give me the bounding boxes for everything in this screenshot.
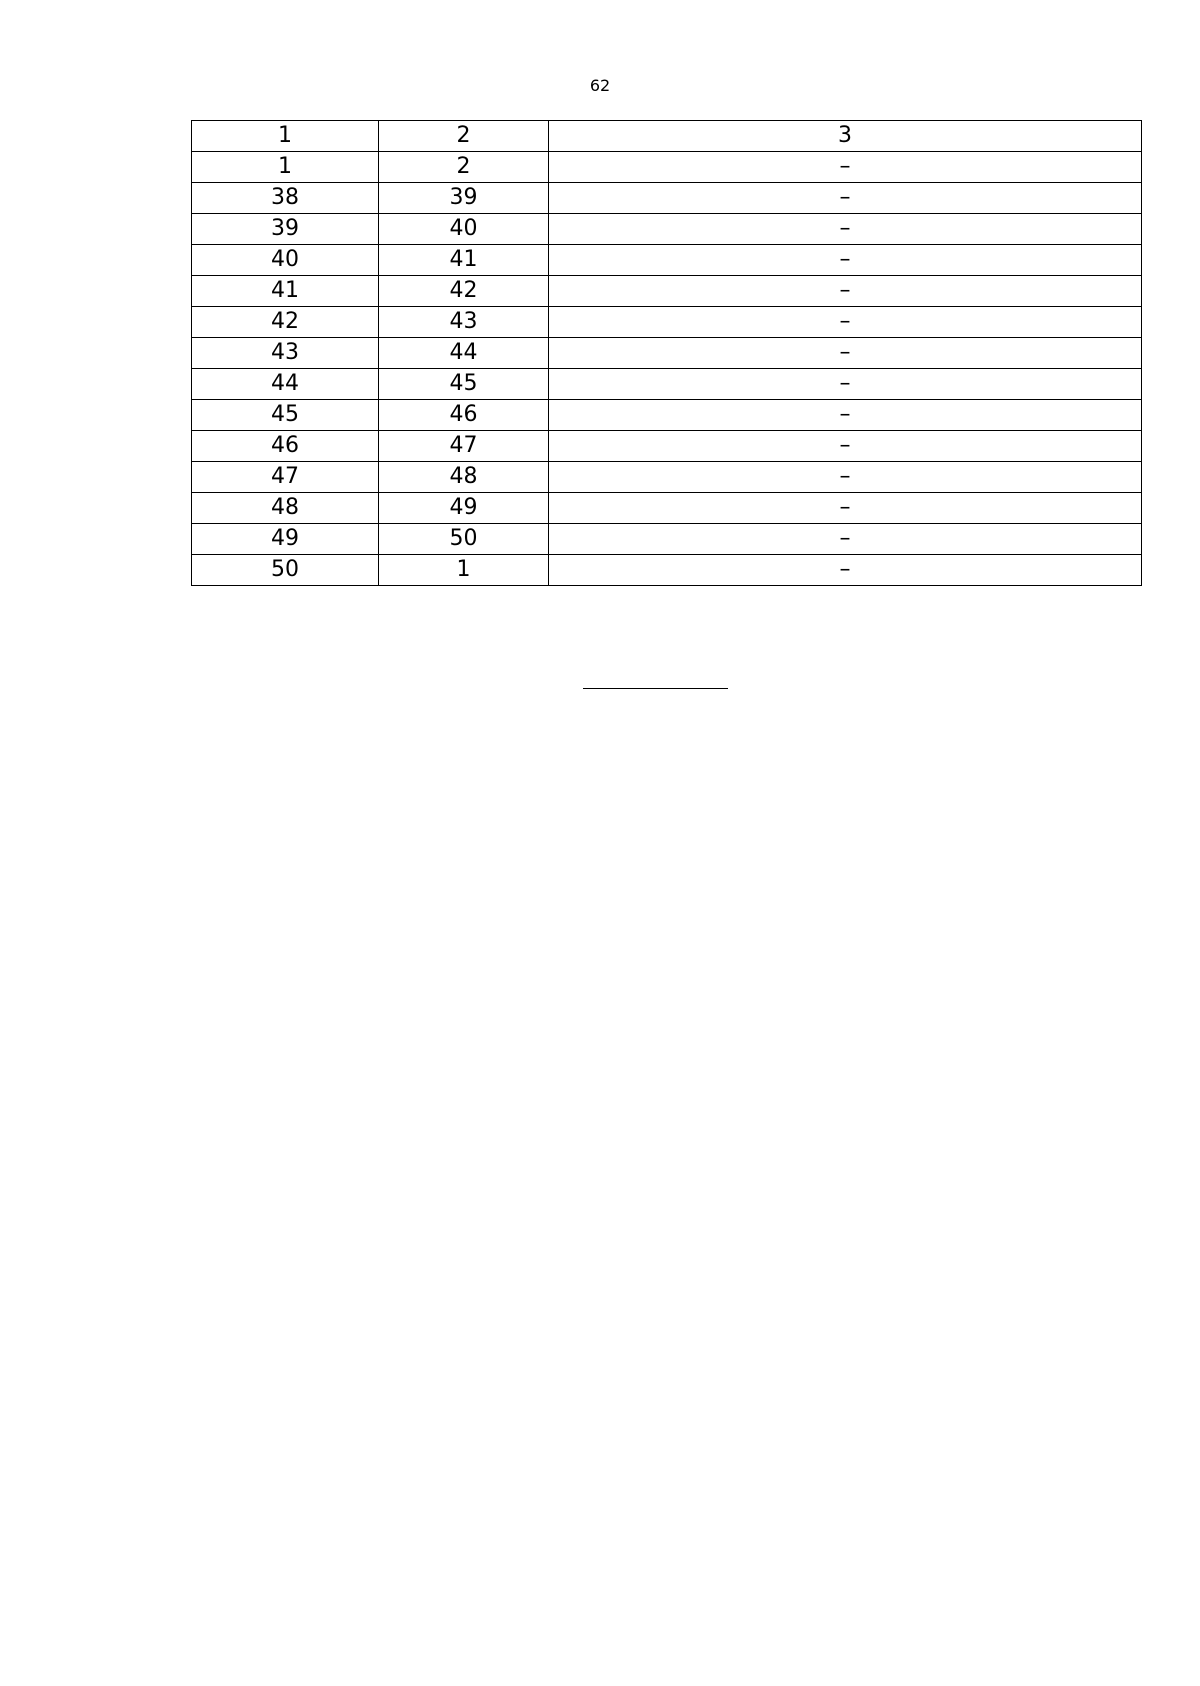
table-row	[192, 493, 1142, 524]
table-cell: 41	[379, 245, 549, 276]
table-cell: 41	[192, 276, 379, 307]
table-cell: 40	[192, 245, 379, 276]
table-cell: –	[549, 214, 1142, 245]
table-cell: 42	[192, 307, 379, 338]
table-cell: 39	[379, 183, 549, 214]
table-cell: –	[549, 431, 1142, 462]
table-row	[192, 276, 1142, 307]
table-cell: –	[549, 524, 1142, 555]
table-row	[192, 400, 1142, 431]
table-cell: 49	[379, 493, 549, 524]
table-cell: –	[549, 307, 1142, 338]
table-row	[192, 152, 1142, 183]
table-cell: 48	[192, 493, 379, 524]
table-cell: –	[549, 276, 1142, 307]
table-row	[192, 307, 1142, 338]
table-cell: –	[549, 369, 1142, 400]
table-cell: –	[549, 245, 1142, 276]
table-cell: 45	[192, 400, 379, 431]
table-header-row	[192, 121, 1142, 152]
table-cell: 44	[192, 369, 379, 400]
table-cell: –	[549, 493, 1142, 524]
table-cell: –	[549, 555, 1142, 586]
table-cell: –	[549, 400, 1142, 431]
end-of-document-rule	[583, 688, 728, 689]
table-row	[192, 524, 1142, 555]
table-cell: 47	[192, 462, 379, 493]
column-header-3: 3	[549, 121, 1142, 152]
table-cell: 46	[379, 400, 549, 431]
data-table	[191, 120, 1142, 586]
table-cell: –	[549, 152, 1142, 183]
table-cell: –	[549, 183, 1142, 214]
page-number: 62	[589, 76, 611, 95]
table-cell: 49	[192, 524, 379, 555]
table-row	[192, 555, 1142, 586]
column-header-2: 2	[379, 121, 549, 152]
table-cell: –	[549, 462, 1142, 493]
table-cell: 46	[192, 431, 379, 462]
table-cell: 50	[192, 555, 379, 586]
table-row	[192, 183, 1142, 214]
table-cell: 43	[192, 338, 379, 369]
table-cell: 44	[379, 338, 549, 369]
table-cell: 39	[192, 214, 379, 245]
table-cell: 47	[379, 431, 549, 462]
table-cell: 38	[192, 183, 379, 214]
table-row	[192, 214, 1142, 245]
table-row	[192, 369, 1142, 400]
table-cell: 40	[379, 214, 549, 245]
table-row	[192, 245, 1142, 276]
table-row	[192, 462, 1142, 493]
table-row	[192, 338, 1142, 369]
table-cell: 50	[379, 524, 549, 555]
column-header-1: 1	[192, 121, 379, 152]
table-cell: 45	[379, 369, 549, 400]
table-cell: 1	[379, 555, 549, 586]
table-row	[192, 431, 1142, 462]
table-body	[192, 121, 1142, 586]
table-cell: 2	[379, 152, 549, 183]
table-cell: 1	[192, 152, 379, 183]
table-cell: –	[549, 338, 1142, 369]
table-cell: 42	[379, 276, 549, 307]
table-cell: 48	[379, 462, 549, 493]
table-cell: 43	[379, 307, 549, 338]
